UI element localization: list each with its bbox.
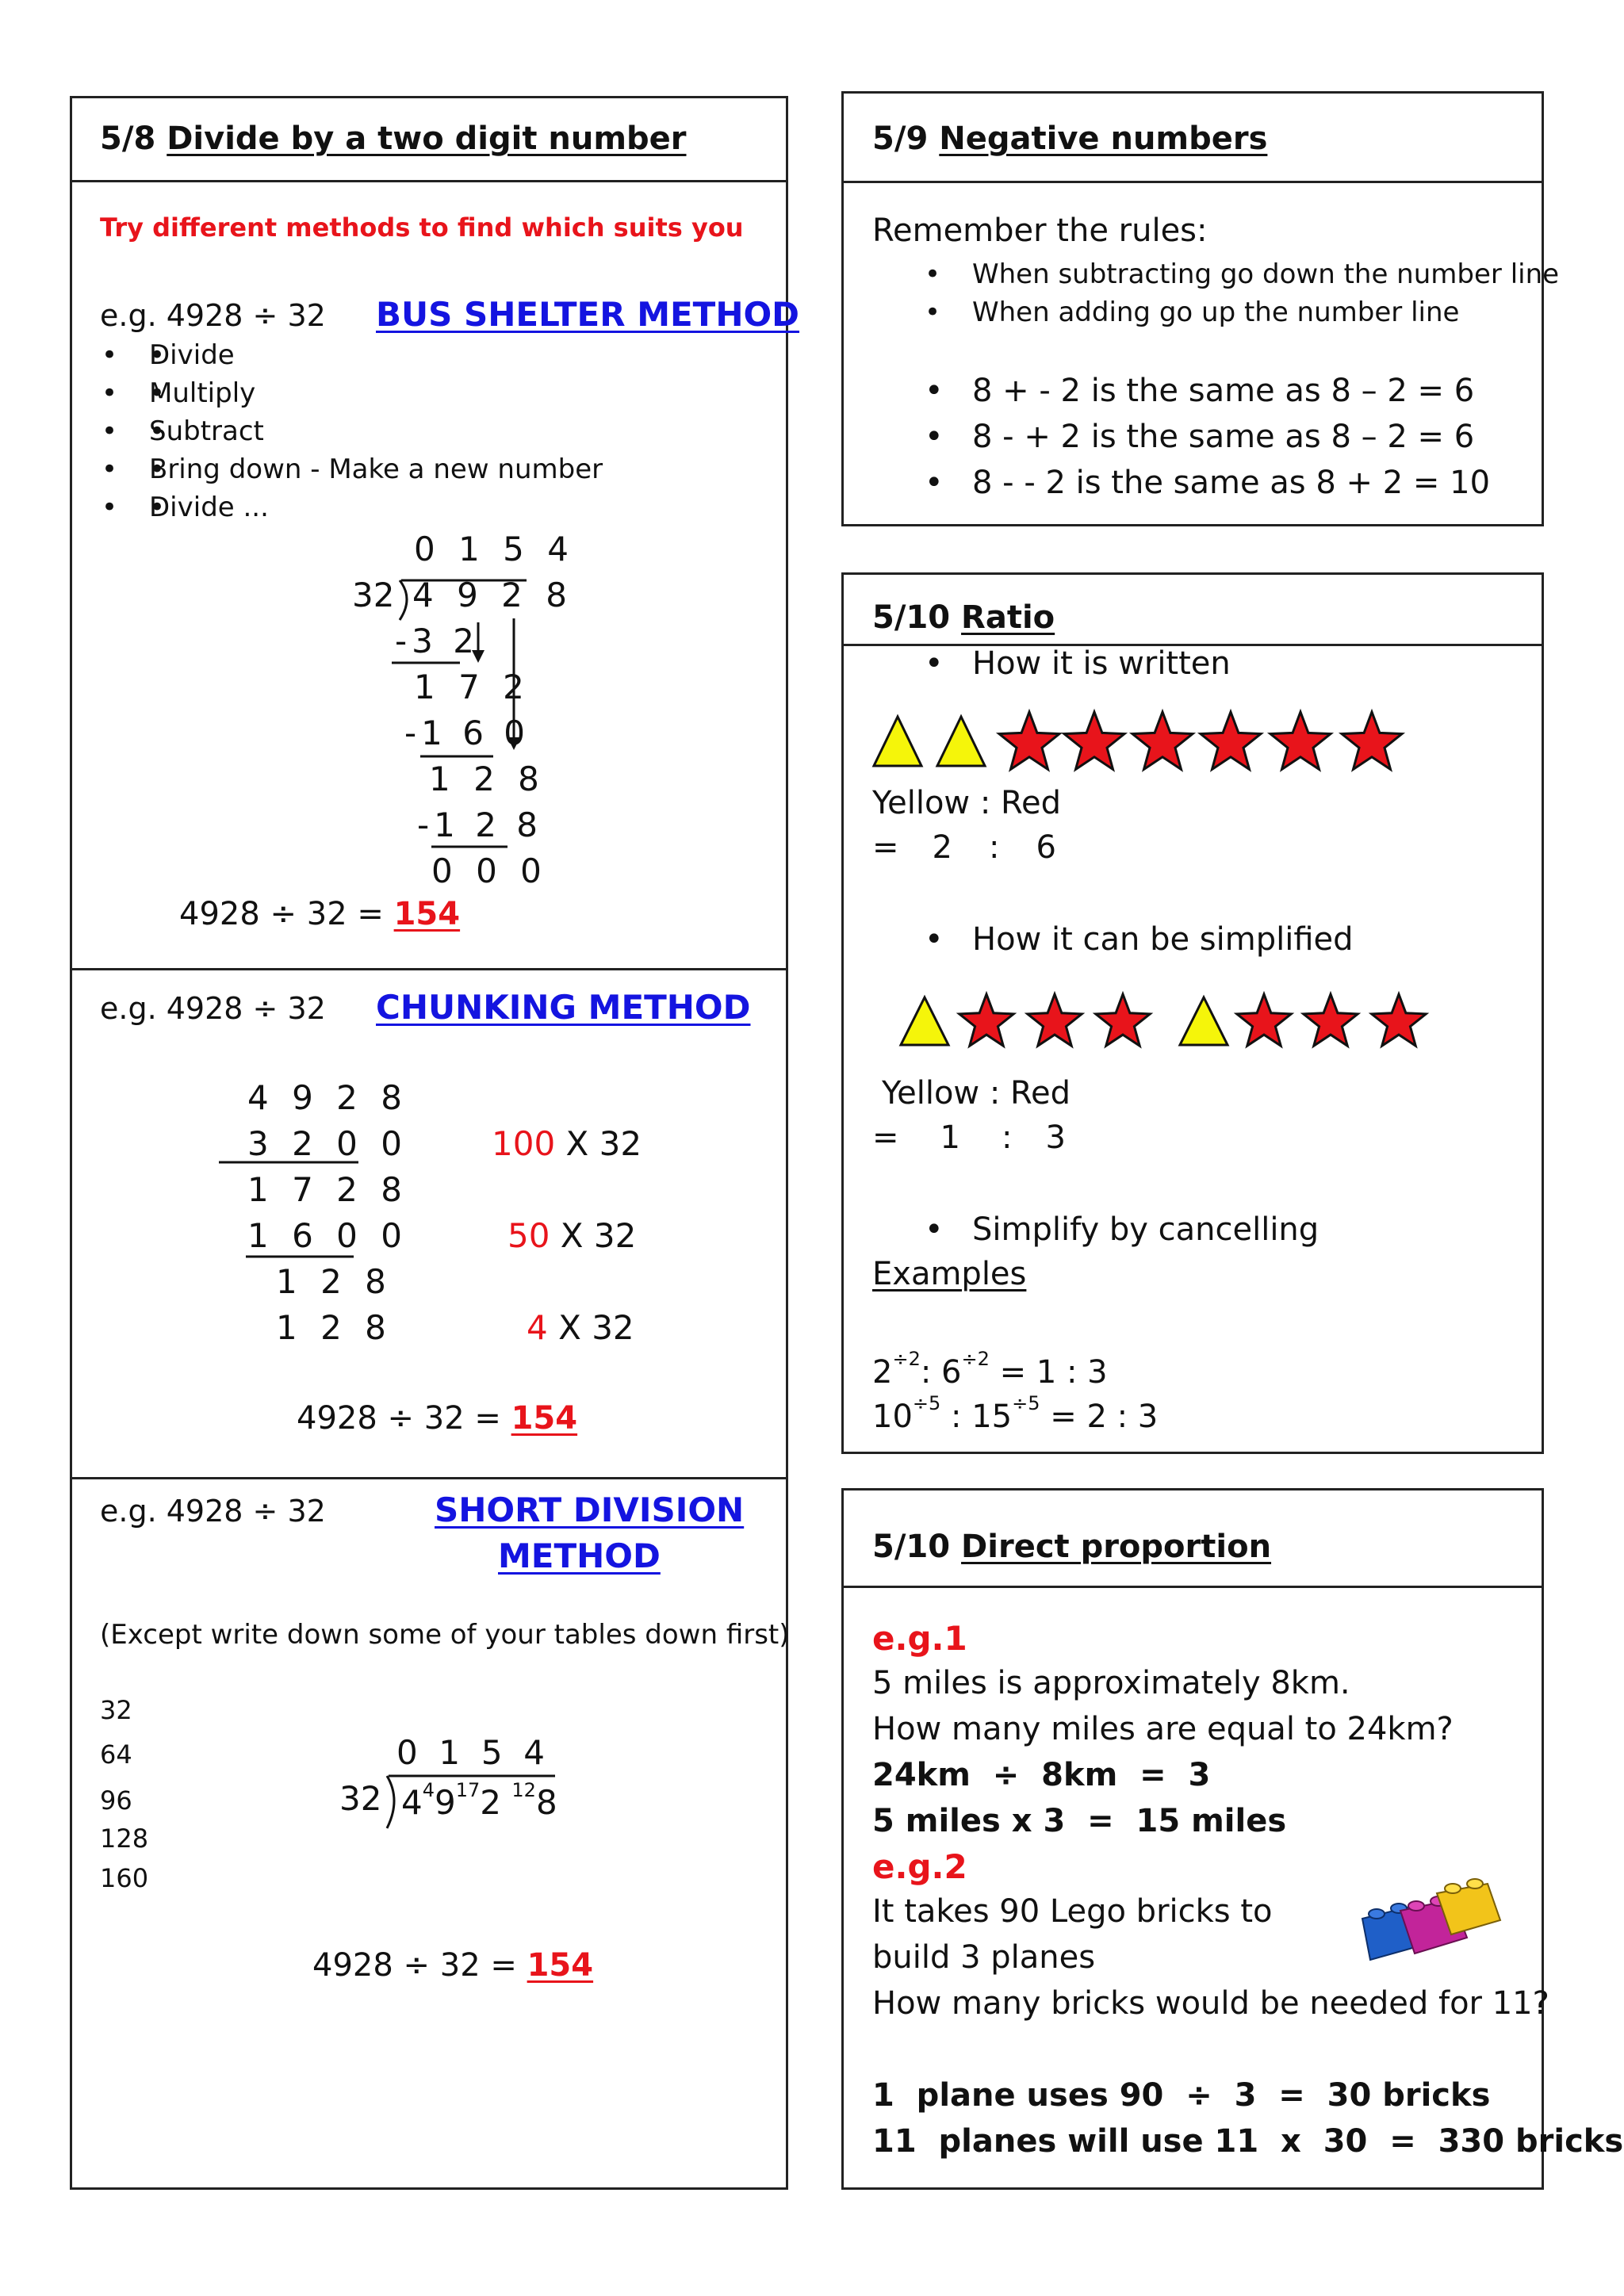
red-star <box>1372 994 1426 1046</box>
ratio-label-1: Yellow : Red <box>872 785 1062 821</box>
lego-bricks-image <box>1348 1871 1507 1974</box>
chunk-label: 50 X 32 <box>508 1216 637 1255</box>
bus-divisor: 32 <box>352 576 395 614</box>
negative-example: • 8 - + 2 is the same as 8 – 2 = 6 <box>925 419 1475 455</box>
step-item: • • Subtract <box>149 415 603 453</box>
proportion-title <box>872 1529 1271 1565</box>
red-star <box>1237 994 1291 1046</box>
negative-example: • 8 - - 2 is the same as 8 + 2 = 10 <box>925 465 1491 501</box>
chunk-row: 1 7 2 8 <box>247 1170 408 1209</box>
step-item: • • Bring down - Make a new number <box>149 453 603 492</box>
step-item: • • Multiply <box>149 377 603 415</box>
chunk-label: 100 X 32 <box>492 1124 642 1163</box>
result-value: 154 <box>393 896 461 932</box>
result-value: 154 <box>511 1400 578 1437</box>
bus-quotient: 0 1 5 4 <box>414 530 575 568</box>
table-value: 128 <box>100 1823 149 1854</box>
bus-row: -1 6 0 <box>404 714 530 752</box>
short-method-title-1: SHORT DIVISION <box>435 1490 745 1529</box>
ratio-value-2: = 1 : 3 <box>872 1119 1066 1156</box>
table-value: 64 <box>100 1739 132 1770</box>
chunk-row: 1 6 0 0 <box>247 1216 408 1255</box>
short-dividend: $4^49^{17}2$ $^{12}$8 <box>401 1779 557 1822</box>
eg2-line: How many bricks would be needed for 11? <box>872 1985 1549 2022</box>
bus-row: 1 2 8 <box>429 760 546 798</box>
red-star <box>1028 994 1082 1046</box>
chunking-method-title: CHUNKING METHOD <box>376 988 751 1027</box>
ratio-example-2: $10^{\div 5}$ : $15^{\div 5} = 2$ : 3 <box>872 1392 1159 1435</box>
ratio-cancel-heading: • Simplify by cancelling <box>925 1211 1320 1248</box>
eg2-work: 11 planes will use 11 x 30 = 330 bricks <box>872 2123 1624 2160</box>
bus-row: 1 7 2 <box>414 668 530 706</box>
eg1-work: 5 miles x 3 = 15 miles <box>872 1803 1287 1839</box>
eg1-label: e.g.1 <box>872 1619 967 1658</box>
table-value: 160 <box>100 1863 149 1893</box>
bus-result: 4928 ÷ 32 = 154 <box>179 896 461 932</box>
red-star <box>1096 994 1150 1046</box>
table-value: 96 <box>100 1785 132 1816</box>
section-number: 5/9 <box>872 121 929 157</box>
ratio-simplified-heading: • How it can be simplified <box>925 921 1354 958</box>
section-number: 5/10 <box>872 1529 951 1565</box>
section-title: Ratio <box>961 599 1055 636</box>
section-title: Negative numbers <box>939 121 1268 157</box>
table-value: 32 <box>100 1695 132 1725</box>
short-result: 4928 ÷ 32 = 154 <box>312 1947 594 1984</box>
short-note: (Except write down some of your tables down first) <box>100 1619 790 1651</box>
red-star <box>1304 994 1358 1046</box>
bus-row: -1 2 8 <box>417 806 543 844</box>
chunking-result: 4928 ÷ 32 = 154 <box>297 1400 578 1437</box>
section-title: Direct proportion <box>961 1529 1272 1565</box>
eg1-line: 5 miles is approximately 8km. <box>872 1665 1350 1701</box>
rule-item: • When subtracting go down the number line <box>925 258 1560 290</box>
bus-method-title: BUS SHELTER METHOD <box>376 295 800 334</box>
bus-row: 0 0 0 <box>431 851 548 890</box>
bus-row: -3 2 <box>395 622 479 660</box>
eg2-label: e.g.2 <box>872 1847 967 1886</box>
ratio-written-heading: • How it is written <box>925 645 1231 682</box>
chunk-row: 1 2 8 <box>276 1262 393 1301</box>
result-value: 154 <box>527 1947 594 1984</box>
divider <box>844 1586 1542 1588</box>
ratio-value-1: = 2 : 6 <box>872 829 1056 866</box>
ratio-label-2: Yellow : Red <box>882 1075 1071 1112</box>
division-intro: Try different methods to find which suits you <box>100 212 744 243</box>
chunk-row: 4 9 2 8 <box>247 1078 408 1117</box>
eg2-line: build 3 planes <box>872 1939 1096 1976</box>
ratio-examples-label: Examples <box>872 1256 1027 1292</box>
eg2-work: 1 plane uses 90 ÷ 3 = 30 bricks <box>872 2077 1491 2114</box>
eg1-work: 24km ÷ 8km = 3 <box>872 1757 1211 1793</box>
chunk-label: 4 X 32 <box>527 1308 634 1347</box>
chunk-row: 3 2 0 0 <box>247 1124 408 1163</box>
negative-example: • 8 + - 2 is the same as 8 – 2 = 6 <box>925 373 1475 409</box>
section-number: 5/8 <box>100 121 156 157</box>
short-quotient: 0 1 5 4 <box>396 1733 545 1772</box>
bus-example: e.g. 4928 ÷ 32 <box>100 298 326 333</box>
short-method-title-2: METHOD <box>498 1536 661 1575</box>
step-item: • • Divide ... <box>149 492 603 530</box>
section-number: 5/10 <box>872 599 951 636</box>
bus-dividend: 4 9 2 8 <box>412 576 573 614</box>
rule-item: • When adding go up the number line <box>925 297 1460 328</box>
eg1-line: How many miles are equal to 24km? <box>872 1711 1454 1747</box>
negative-intro: Remember the rules: <box>872 212 1208 249</box>
ratio-example-1: $2^{\div 2}$: $6^{\div 2} = 1$ : 3 <box>872 1348 1108 1391</box>
yellow-triangle <box>1180 997 1228 1045</box>
eg2-line: It takes 90 Lego bricks to <box>872 1893 1273 1930</box>
section-title: Divide by a two digit number <box>167 121 687 157</box>
yellow-triangle <box>901 997 948 1045</box>
short-example: e.g. 4928 ÷ 32 <box>100 1494 326 1529</box>
red-star <box>959 994 1013 1046</box>
chunking-example: e.g. 4928 ÷ 32 <box>100 991 326 1026</box>
step-item: • • Divide <box>149 339 603 377</box>
short-divisor: 32 <box>339 1779 382 1818</box>
chunk-row: 1 2 8 <box>276 1308 393 1347</box>
